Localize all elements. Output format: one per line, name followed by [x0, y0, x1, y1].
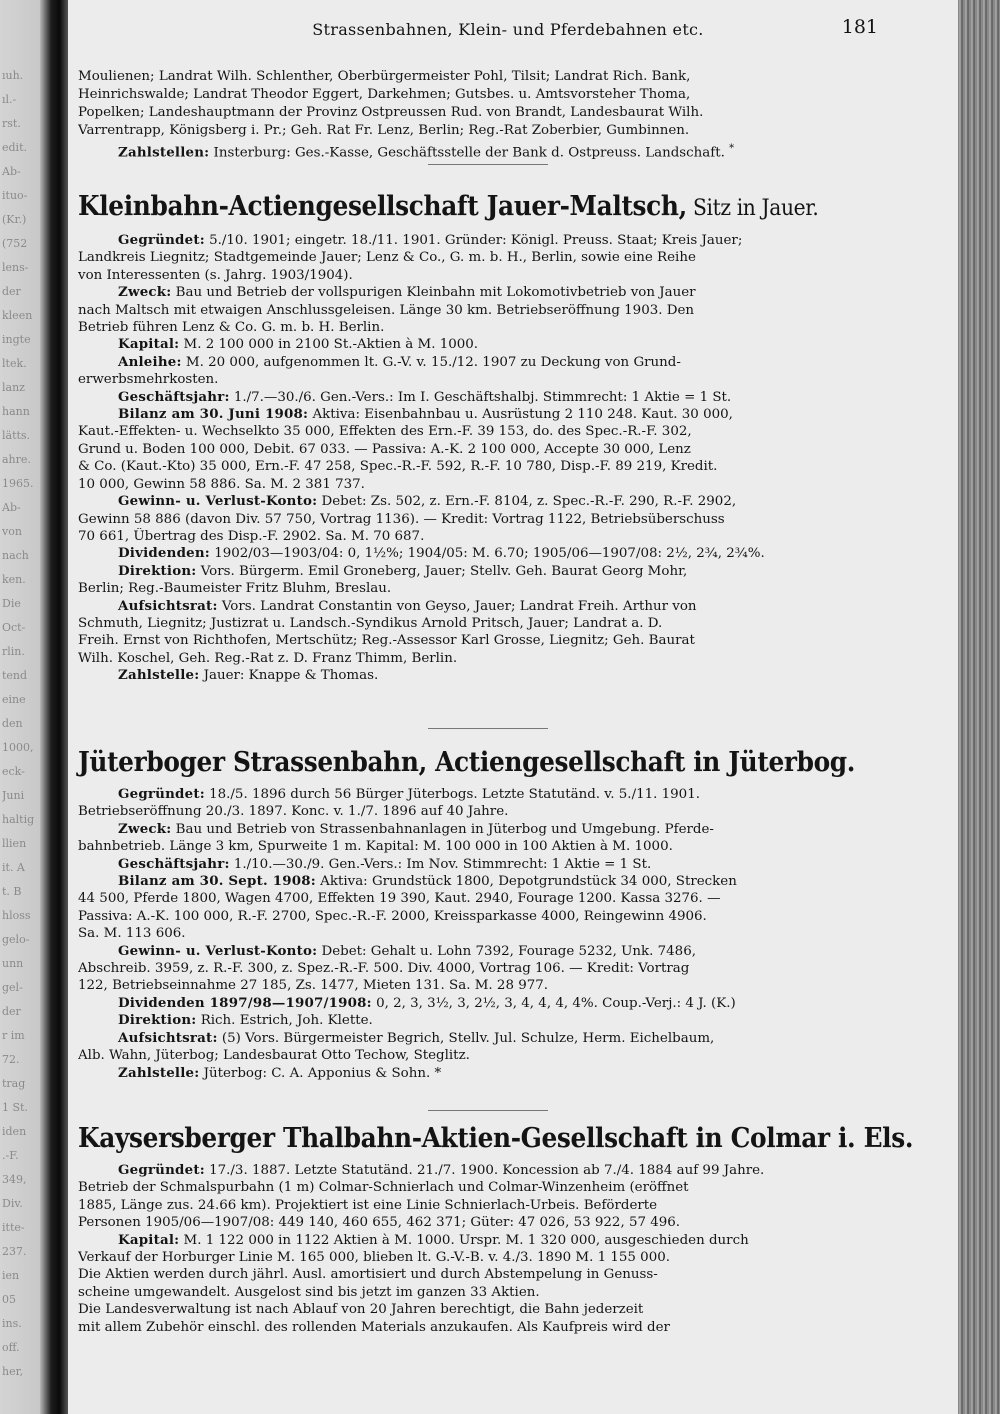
- left-page-fragment: hann: [2, 406, 30, 418]
- left-page-fragment: Ab-: [2, 502, 21, 514]
- text-line: [78, 1012, 878, 1029]
- field-text: von Interessenten (s. Jahrg. 1903/1904).: [78, 267, 353, 283]
- field-label: Gewinn- u. Verlust-Konto:: [118, 942, 318, 959]
- text-line: [78, 302, 878, 319]
- text-line: [78, 1047, 878, 1064]
- field-label: Direktion:: [118, 562, 197, 579]
- left-page-fragment: der: [2, 286, 21, 298]
- field-text: 0, 2, 3, 3½, 3, 2½, 3, 4, 4, 4, 4%. Coup.-Verj.: 4 J. (K.): [371, 995, 736, 1011]
- field-text: Betrieb führen Lenz & Co. G. m. b. H. Berlin.: [78, 320, 385, 336]
- text-line: [78, 249, 878, 266]
- field-text: 1885, Länge zus. 24.66 km). Projektiert ist eine Linie Schnierlach-Urbeis. Beförderte: [78, 1197, 658, 1213]
- text-line: [78, 856, 878, 873]
- left-page-fragment: nach: [2, 550, 29, 562]
- text-line: [78, 1284, 878, 1301]
- field-label: Aufsichtsrat:: [118, 597, 218, 614]
- left-page-fragment: r im: [2, 1030, 25, 1042]
- left-page-fragment: ituo-: [2, 190, 28, 202]
- field-label: Kapital:: [118, 1231, 180, 1248]
- left-page-fragment: Juni: [2, 790, 25, 802]
- text-line: [78, 890, 878, 907]
- left-page-fragment: ken.: [2, 574, 26, 586]
- text-line: [78, 1162, 878, 1179]
- field-text: Debet: Gehalt u. Lohn 7392, Fourage 5232, Unk. 7486,: [317, 943, 696, 959]
- text-line: [78, 511, 878, 528]
- section-divider: [428, 164, 548, 165]
- text-line: [78, 476, 878, 493]
- left-page-fragment: Div.: [2, 1198, 23, 1210]
- running-title: Strassenbahnen, Klein- und Pferdebahnen etc.: [312, 20, 704, 39]
- text-line: [78, 580, 878, 597]
- text-line: [78, 232, 878, 249]
- left-page-fragment: rlin.: [2, 646, 25, 658]
- text-line: [78, 632, 878, 649]
- book-gutter: [40, 0, 68, 1414]
- intro-line: Varrentrapp, Königsberg i. Pr.; Geh. Rat Fr. Lenz, Berlin; Reg.-Rat Zoberbier, Gumbinnen.: [78, 123, 690, 138]
- text-line: [78, 786, 878, 803]
- section-jueterbog: [78, 746, 878, 1082]
- left-page-fragment: (752: [2, 238, 28, 250]
- text-line: [78, 995, 878, 1012]
- section-title: Kaysersberger Thalbahn-Aktien-Gesellschaft in Colmar i. Els.: [78, 1123, 914, 1154]
- section-title: [78, 190, 819, 226]
- text-line: [78, 371, 878, 388]
- left-page-fragment: den: [2, 718, 23, 730]
- field-text: Kaut.-Effekten- u. Wechselkto 35 000, Effekten des Ern.-F. 39 153, do. des Spec.-R.-F. 302,: [78, 424, 692, 440]
- field-text: & Co. (Kaut.-Kto) 35 000, Ern.-F. 47 258, Spec.-R.-F. 592, R.-F. 10 780, Disp.-F. 89 219, Kredit.: [78, 459, 718, 475]
- field-text: Debet: Zs. 502, z. Ern.-F. 8104, z. Spec.-R.-F. 290, R.-F. 2902,: [317, 494, 737, 510]
- left-page-fragment: von: [2, 526, 22, 538]
- left-page-fragment: Ab-: [2, 166, 21, 178]
- intro-continuation: [78, 68, 878, 162]
- field-label: Bilanz am 30. Juni 1908:: [118, 406, 309, 423]
- field-label: Gegründet:: [118, 232, 205, 248]
- text-line: [78, 803, 878, 820]
- text-line: [78, 389, 878, 406]
- section-kaysersberg: [78, 1122, 914, 1336]
- field-text: 1./10.—30./9. Gen.-Vers.: Im Nov. Stimmrecht: 1 Aktie = 1 St.: [229, 856, 652, 872]
- field-text: Bau und Betrieb von Strassenbahnanlagen in Jüterbog und Umgebung. Pferde-: [171, 821, 714, 837]
- left-page-fragment: ins.: [2, 1318, 22, 1330]
- text-line: [78, 838, 878, 855]
- text-line: [78, 1030, 878, 1047]
- left-page-fragment: off.: [2, 1342, 20, 1354]
- company-seat: Sitz in Jauer.: [686, 196, 819, 221]
- field-text: 70 661, Übertrag des Disp.-F. 2902. Sa. M. 70 687.: [78, 528, 425, 544]
- text-line: [78, 977, 878, 994]
- field-text: Betrieb der Schmalspurbahn (1 m) Colmar-Schnierlach und Colmar-Winzenheim (eröffnet: [78, 1180, 689, 1196]
- left-page-fragment: iden: [2, 1126, 27, 1138]
- field-text: Rich. Estrich, Joh. Klette.: [196, 1013, 373, 1029]
- left-page-fragment: ien: [2, 1270, 20, 1282]
- text-line: [78, 493, 878, 510]
- left-page-fragment: 349,: [2, 1174, 27, 1186]
- left-page-fragment: .-F.: [2, 1150, 19, 1162]
- left-page-fragment: ıuh.: [2, 70, 24, 82]
- left-page-fragment: 05: [2, 1294, 16, 1306]
- field-text: Freih. Ernst von Richthofen, Mertschütz; Reg.-Assessor Karl Grosse, Liegnitz; Geh. Baurat: [78, 633, 695, 649]
- section-jauer-maltsch: [78, 190, 878, 685]
- field-text: Personen 1905/06—1907/08: 449 140, 460 655, 462 371; Güter: 47 026, 53 922, 57 496.: [78, 1215, 681, 1231]
- text-line: [78, 406, 878, 423]
- text-line: [78, 821, 878, 838]
- field-text: Berlin; Reg.-Baumeister Fritz Bluhm, Breslau.: [78, 581, 392, 597]
- text-line: [78, 1301, 878, 1318]
- field-label: Gewinn- u. Verlust-Konto:: [118, 493, 318, 510]
- left-page-fragment: lätts.: [2, 430, 31, 442]
- field-label: Direktion:: [118, 1012, 197, 1029]
- left-page-fragment: trag: [2, 1078, 26, 1090]
- field-text: nach Maltsch mit etwaigen Anschlussgeleisen. Länge 30 km. Betriebseröffnung 1903. Den: [78, 302, 695, 318]
- left-page-fragment: (Kr.): [2, 214, 27, 226]
- book-page: [68, 0, 958, 1414]
- text-line: [78, 319, 878, 336]
- field-text: Passiva: A.-K. 100 000, R.-F. 2700, Spec.-R.-F. 2000, Kreissparkasse 4000, Reingewinn 4906.: [78, 908, 707, 924]
- field-text: Betriebseröffnung 20./3. 1897. Konc. v. 1./7. 1896 auf 40 Jahre.: [78, 804, 509, 820]
- field-text: 10 000, Gewinn 58 886. Sa. M. 2 381 737.: [78, 476, 365, 492]
- intro-line: Heinrichswalde; Landrat Theodor Eggert, Darkehmen; Gutsbes. u. Amtsvorsteher Thoma,: [78, 87, 691, 102]
- field-label: Zweck:: [118, 820, 172, 837]
- field-text: Die Aktien werden durch jährl. Ausl. amortisiert und durch Abstempelung in Genuss-: [78, 1267, 658, 1283]
- text-line: [78, 908, 878, 925]
- text-line: [78, 267, 878, 284]
- text-line: [78, 1266, 878, 1283]
- text-line: [78, 873, 878, 890]
- left-page-fragment: Oct-: [2, 622, 26, 634]
- field-text: Alb. Wahn, Jüterbog; Landesbaurat Otto Techow, Steglitz.: [78, 1048, 470, 1064]
- text-line: [78, 336, 878, 353]
- field-text: 18./5. 1896 durch 56 Bürger Jüterbogs. Letzte Statutänd. v. 5./11. 1901.: [204, 787, 700, 802]
- left-page-fragment: 1 St.: [2, 1102, 28, 1114]
- left-page-fragment: eine: [2, 694, 26, 706]
- field-label: Kapital:: [118, 336, 180, 353]
- text-line: [78, 650, 878, 667]
- text-line: [78, 545, 878, 562]
- section-body: [78, 786, 878, 1082]
- field-text: Aktiva: Eisenbahnbau u. Ausrüstung 2 110 248. Kaut. 30 000,: [308, 407, 733, 423]
- left-page-fragment: 72.: [2, 1054, 20, 1066]
- text-line: [78, 1214, 878, 1231]
- right-page-edges: [958, 0, 1000, 1414]
- text-line: [78, 1197, 878, 1214]
- left-page-fragment: rst.: [2, 118, 21, 130]
- left-page-fragment: unn: [2, 958, 24, 970]
- left-page-fragment: tend: [2, 670, 28, 682]
- left-page-edge: [0, 0, 40, 1414]
- field-text: scheine umgewandelt. Ausgelost sind bis jetzt im ganzen 33 Aktien.: [78, 1284, 540, 1300]
- section-divider: [428, 728, 548, 729]
- field-text: M. 2 100 000 in 2100 St.-Aktien à M. 1000.: [179, 337, 479, 353]
- field-label: Zweck:: [118, 284, 172, 301]
- intro-line: Moulienen; Landrat Wilh. Schlenther, Oberbürgermeister Pohl, Tilsit; Landrat Rich. Bank,: [78, 69, 691, 84]
- field-label: Zahlstellen:: [118, 144, 210, 161]
- field-label: Bilanz am 30. Sept. 1908:: [118, 873, 316, 890]
- left-page-fragment: her,: [2, 1366, 24, 1378]
- left-page-fragment: haltig: [2, 814, 35, 826]
- left-page-fragment: lens-: [2, 262, 29, 274]
- left-page-fragment: llien: [2, 838, 27, 850]
- text-line: [78, 458, 878, 475]
- field-text: Verkauf der Horburger Linie M. 165 000, blieben lt. G.-V.-B. v. 4./3. 1890 M. 1 155 000.: [78, 1250, 670, 1266]
- field-text: Die Landesverwaltung ist nach Ablauf von 20 Jahren berechtigt, die Bahn jederzeit: [78, 1302, 644, 1318]
- text-line: [78, 925, 878, 942]
- left-page-fragment: 1000,: [2, 742, 34, 754]
- section-title: Jüterboger Strassenbahn, Actiengesellschaft in Jüterbog.: [78, 747, 856, 778]
- text-line: [78, 943, 878, 960]
- left-page-fragment: hloss: [2, 910, 31, 922]
- field-text: 1./7.—30./6. Gen.-Vers.: Im I. Geschäftshalbj. Stimmrecht: 1 Aktie = 1 St.: [229, 389, 732, 405]
- field-text: bahnbetrieb. Länge 3 km, Spurweite 1 m. Kapital: M. 100 000 in 100 Aktien à M. 1000.: [78, 839, 673, 855]
- field-text: Sa. M. 113 606.: [78, 926, 186, 942]
- field-label: Zahlstelle:: [118, 667, 200, 684]
- left-page-fragment: ingte: [2, 334, 31, 346]
- intro-line: Popelken; Landeshauptmann der Provinz Ostpreussen Rud. von Brandt, Landesbaurat Wilh.: [78, 105, 704, 120]
- field-text: Gewinn 58 886 (davon Div. 57 750, Vortrag 1136). — Kredit: Vortrag 1122, Betriebsüberschuss: [78, 511, 725, 527]
- field-text: M. 1 122 000 in 1122 Aktien à M. 1000. Urspr. M. 1 320 000, ausgeschieden durch: [179, 1232, 749, 1248]
- left-page-fragment: eck-: [2, 766, 25, 778]
- field-text: Wilh. Koschel, Geh. Reg.-Rat z. D. Franz Thimm, Berlin.: [78, 650, 458, 666]
- left-page-fragment: ahre.: [2, 454, 31, 466]
- field-text: 122, Betriebseinnahme 27 185, Zs. 1477, Mieten 131. Sa. M. 28 977.: [78, 978, 549, 994]
- star-mark: *: [729, 143, 735, 154]
- field-text: Jüterbog: C. A. Apponius & Sohn. *: [199, 1065, 442, 1081]
- left-page-fragment: lanz: [2, 382, 25, 394]
- field-label: Gegründet:: [118, 1162, 205, 1178]
- field-label: Gegründet:: [118, 786, 205, 802]
- left-page-fragment: gelo-: [2, 934, 30, 946]
- text-line: [78, 1179, 878, 1196]
- field-label: Geschäftsjahr:: [118, 388, 230, 405]
- company-name: Kleinbahn-Actiengesellschaft Jauer-Maltsch,: [78, 191, 687, 222]
- field-text: Insterburg: Ges.-Kasse, Geschäftsstelle der Bank d. Ostpreuss. Landschaft.: [209, 145, 725, 161]
- text-line: [78, 667, 878, 684]
- section-body: [78, 1162, 878, 1336]
- field-text: Landkreis Liegnitz; Stadtgemeinde Jauer; Lenz & Co., G. m. b. H., Berlin, sowie eine Reihe: [78, 250, 696, 266]
- field-label: Zahlstelle:: [118, 1064, 200, 1081]
- field-text: Grund u. Boden 100 000, Debit. 67 033. — Passiva: A.-K. 2 100 000, Accepte 30 000, Lenz: [78, 441, 691, 457]
- page-number: 181: [841, 16, 878, 38]
- left-page-fragment: t. B: [2, 886, 22, 898]
- field-text: Aktiva: Grundstück 1800, Depotgrundstück 34 000, Strecken: [315, 874, 737, 890]
- left-page-fragment: 1965.: [2, 478, 34, 490]
- text-line: [78, 1249, 878, 1266]
- left-page-fragment: ıl.-: [2, 94, 17, 106]
- text-line: [78, 354, 878, 371]
- left-page-fragment: Die: [2, 598, 21, 610]
- text-line: [78, 960, 878, 977]
- text-line: [78, 284, 878, 301]
- field-text: mit allem Zubehör einschl. des rollenden Materials anzukaufen. Als Kaufpreis wird der: [78, 1319, 670, 1335]
- left-page-fragment: kleen: [2, 310, 33, 322]
- text-line: [78, 563, 878, 580]
- text-line: [78, 615, 878, 632]
- text-line: [78, 1319, 878, 1336]
- field-text: Schmuth, Liegnitz; Justizrat u. Landsch.-Syndikus Arnold Pritsch, Jauer; Landrat a. D.: [78, 615, 663, 631]
- field-label: Geschäftsjahr:: [118, 855, 230, 872]
- left-page-fragment: gel-: [2, 982, 23, 994]
- left-page-fragment: edit.: [2, 142, 27, 154]
- text-line: [78, 1065, 878, 1082]
- field-text: Bau und Betrieb der vollspurigen Kleinbahn mit Lokomotivbetrieb von Jauer: [171, 285, 696, 301]
- left-page-fragment: der: [2, 1006, 21, 1018]
- left-page-fragment: 237.: [2, 1246, 27, 1258]
- text-line: [78, 528, 878, 545]
- section-body: [78, 232, 878, 685]
- field-text: Vors. Landrat Constantin von Geyso, Jauer; Landrat Freih. Arthur von: [217, 598, 697, 614]
- field-text: 1902/03—1903/04: 0, 1½%; 1904/05: M. 6.70; 1905/06—1907/08: 2½, 2¾, 2¾%.: [209, 546, 765, 562]
- field-text: M. 20 000, aufgenommen lt. G.-V. v. 15./12. 1907 zu Deckung von Grund-: [181, 354, 681, 370]
- field-text: Jauer: Knappe & Thomas.: [199, 668, 379, 684]
- field-text: Vors. Bürgerm. Emil Groneberg, Jauer; Stellv. Geh. Baurat Georg Mohr,: [196, 563, 688, 579]
- field-label: Aufsichtsrat:: [118, 1029, 218, 1046]
- section-divider: [428, 1110, 548, 1111]
- field-label: Dividenden:: [118, 545, 210, 562]
- field-label: Anleihe:: [118, 353, 182, 370]
- field-text: 5./10. 1901; eingetr. 18./11. 1901. Gründer: Königl. Preuss. Staat; Kreis Jauer;: [204, 233, 743, 248]
- intro-zahlstellen: [78, 140, 878, 162]
- text-line: [78, 441, 878, 458]
- field-text: 17./3. 1887. Letzte Statutänd. 21./7. 1900. Koncession ab 7./4. 1884 auf 99 Jahre.: [204, 1163, 765, 1178]
- left-page-fragment: it. A: [2, 862, 25, 874]
- field-text: Abschreib. 3959, z. R.-F. 300, z. Spez.-R.-F. 500. Div. 4000, Vortrag 106. — Kredit: Vortrag: [78, 961, 690, 977]
- text-line: [78, 423, 878, 440]
- field-label: Dividenden 1897/98—1907/1908:: [118, 994, 372, 1011]
- left-page-fragment: ltek.: [2, 358, 27, 370]
- text-line: [78, 1232, 878, 1249]
- field-text: 44 500, Pferde 1800, Wagen 4700, Effekten 19 390, Kaut. 2940, Fourage 1200. Kassa 3276. —: [78, 891, 721, 907]
- text-line: [78, 598, 878, 615]
- field-text: erwerbsmehrkosten.: [78, 372, 219, 388]
- field-text: (5) Vors. Bürgermeister Begrich, Stellv. Jul. Schulze, Herm. Eichelbaum,: [217, 1030, 715, 1046]
- left-page-fragment: itte-: [2, 1222, 25, 1234]
